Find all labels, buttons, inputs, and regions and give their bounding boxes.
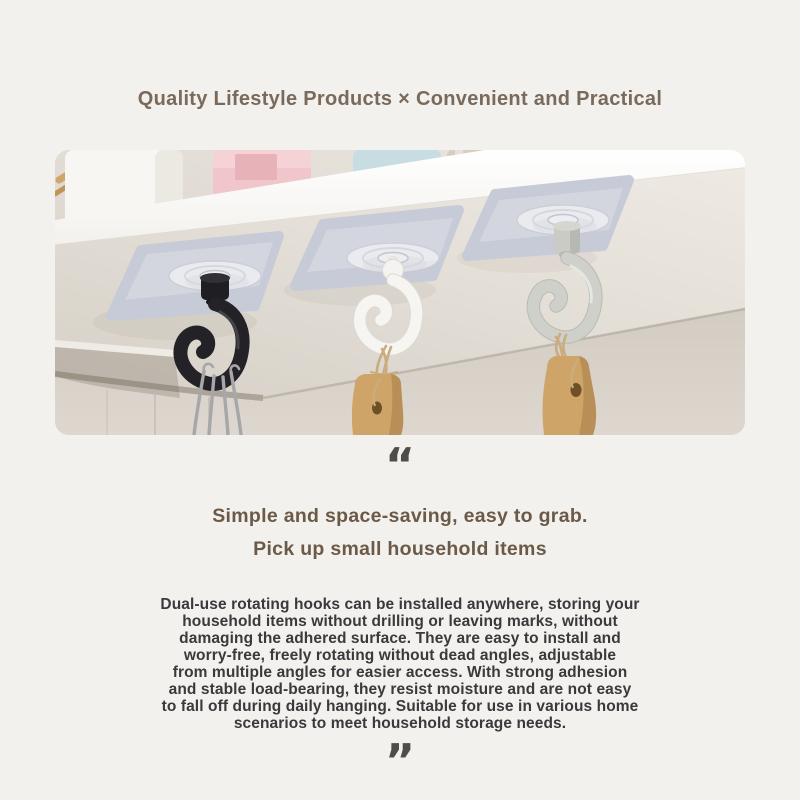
wooden-handle-middle [352,374,403,435]
tagline-line-2: Pick up small household items [253,538,547,560]
description-line: scenarios to meet household storage needs. [233,715,567,732]
wooden-handle-right [543,356,597,435]
description-line: from multiple angles for easier access. With strong adhesion [172,664,628,681]
opening-quote-mark: “ [384,438,416,492]
hero-scene [55,150,745,435]
product-photo [55,150,745,435]
product-description [80,596,720,732]
description-line: and stable load-bearing, they resist moisture and are not easy [168,681,632,698]
closing-quote-mark: ” [384,734,416,788]
description-line: damaging the adhered surface. They are easy to install and [179,630,621,647]
tagline-line-1: Simple and space-saving, easy to grab. [212,505,588,527]
description-line: Dual-use rotating hooks can be installed anywhere, storing your [160,596,640,613]
description-line: household items without drilling or leaving marks, without [182,613,618,630]
description-line: to fall off during daily hanging. Suitable for use in various home [161,698,639,715]
description-line: worry-free, freely rotating without dead angles, adjustable [183,647,617,664]
page-title: Quality Lifestyle Products × Convenient and Practical [137,88,663,110]
